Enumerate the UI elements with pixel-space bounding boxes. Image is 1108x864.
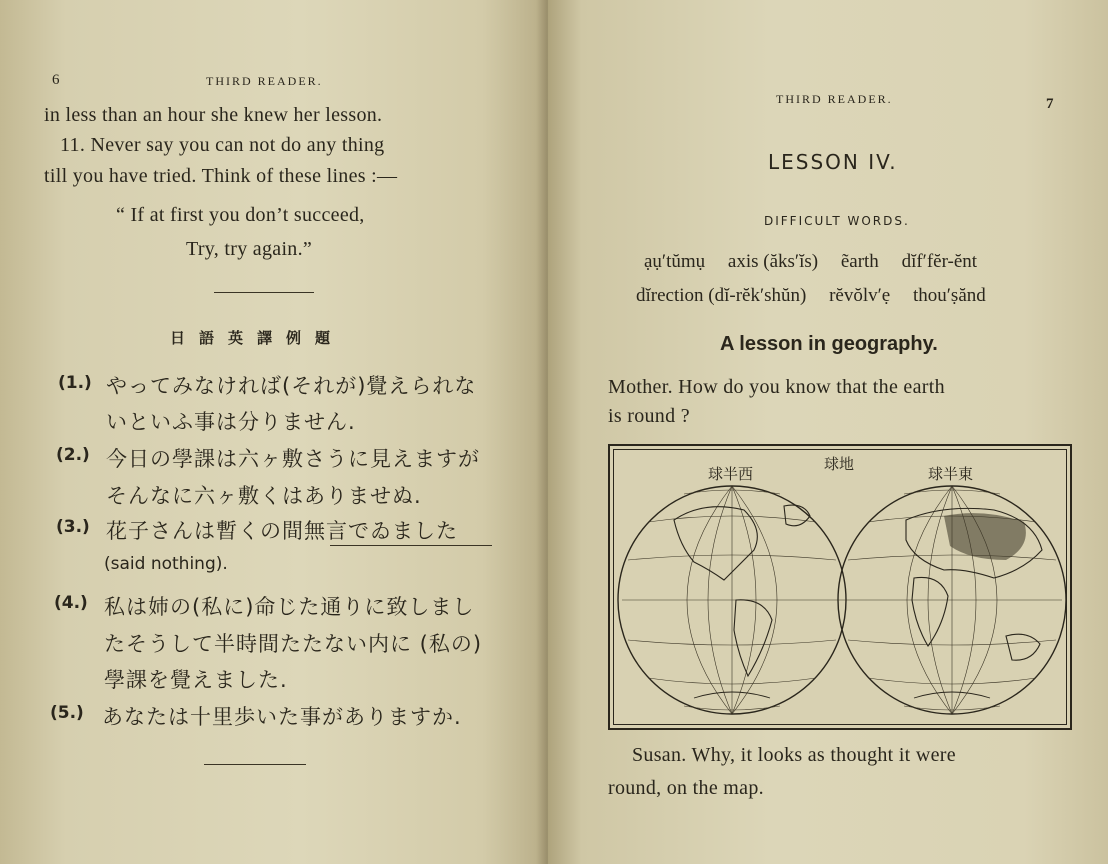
verse-line: Try, try again.” bbox=[186, 238, 313, 260]
map-inner-border bbox=[613, 449, 1067, 725]
difficult-words-heading: DIFFICULT WORDS. bbox=[764, 214, 910, 228]
divider bbox=[204, 764, 306, 765]
exercise-line: いといふ事は分りません. bbox=[106, 410, 356, 434]
africa-shape bbox=[912, 577, 948, 646]
text-line: Susan. Why, it looks as thought it were bbox=[632, 744, 956, 766]
vocab-word: ạụ′tŭmụ bbox=[644, 251, 706, 272]
world-map bbox=[608, 444, 1072, 730]
vocab-word: dĭrection (dĭ-rĕk′shŭn) bbox=[636, 285, 807, 306]
greenland-shape bbox=[784, 505, 810, 526]
asia-shading bbox=[944, 513, 1026, 560]
verse-line: “ If at first you don’t succeed, bbox=[116, 204, 365, 226]
page-number: 6 bbox=[52, 72, 61, 88]
right-page bbox=[548, 0, 1108, 864]
exercise-line: そんなに六ヶ敷くはありませぬ. bbox=[106, 484, 422, 508]
vocab-word: rĕvŏlv′ẹ bbox=[829, 285, 891, 306]
hemispheres-graphic bbox=[614, 450, 1070, 728]
exercise-line: 花子さんは暫くの間無言でゐました bbox=[106, 519, 458, 543]
japanese-heading: 日語英譯例題 bbox=[170, 329, 345, 347]
difficult-words-row bbox=[644, 251, 995, 273]
exercise-number: (1.) bbox=[58, 373, 92, 393]
exercise-line: 今日の學課は六ヶ敷さうに見えますが bbox=[106, 447, 480, 471]
text-line: Mother. How do you know that the earth bbox=[608, 376, 945, 398]
australia-shape bbox=[1006, 634, 1040, 660]
text-line: till you have tried. Think of these lines :— bbox=[44, 165, 398, 187]
eastern-hemisphere-label: 球半東 bbox=[928, 465, 974, 483]
exercise-number: (4.) bbox=[54, 593, 88, 613]
exercise-number: (3.) bbox=[56, 517, 90, 537]
lesson-title: LESSON IV. bbox=[768, 150, 898, 174]
difficult-words-row bbox=[636, 285, 1004, 307]
exercise-line: あなたは十里歩いた事がありますか. bbox=[102, 705, 462, 729]
vocab-word: thou′ṣănd bbox=[913, 285, 986, 306]
page-number: 7 bbox=[1046, 96, 1055, 112]
vocab-word: ẽarth bbox=[840, 251, 879, 272]
exercise-line: 私は姉の(私に)命じた通りに致しまし bbox=[104, 595, 475, 619]
text-line: 11. Never say you can not do any thing bbox=[60, 134, 385, 156]
exercise-line: 學課を覺えました. bbox=[104, 668, 288, 692]
left-page bbox=[0, 0, 548, 864]
map-title: 球地 bbox=[824, 455, 855, 473]
text-line: in less than an hour she knew her lesson. bbox=[44, 104, 383, 126]
exercise-line: たそうして半時間たたない内に (私の) bbox=[104, 632, 483, 656]
exercise-number: (2.) bbox=[56, 445, 90, 465]
underline-rule bbox=[330, 545, 492, 546]
divider bbox=[214, 292, 314, 293]
exercise-line: やってみなければ(それが)覺えられな bbox=[106, 374, 477, 398]
text-line: is round ? bbox=[608, 405, 690, 427]
vocab-word: dĭf′fĕr-ĕnt bbox=[901, 251, 978, 272]
vocab-word: axis (ăks′ĭs) bbox=[727, 251, 819, 272]
exercise-gloss: (said nothing). bbox=[104, 554, 228, 574]
south-america-shape bbox=[734, 600, 772, 676]
text-line: round, on the map. bbox=[608, 777, 764, 799]
lesson-subtitle: A lesson in geography. bbox=[720, 333, 938, 355]
running-head: THIRD READER. bbox=[776, 92, 893, 106]
running-head: THIRD READER. bbox=[206, 74, 323, 88]
exercise-number: (5.) bbox=[50, 703, 84, 723]
western-hemisphere-label: 球半西 bbox=[708, 465, 754, 483]
